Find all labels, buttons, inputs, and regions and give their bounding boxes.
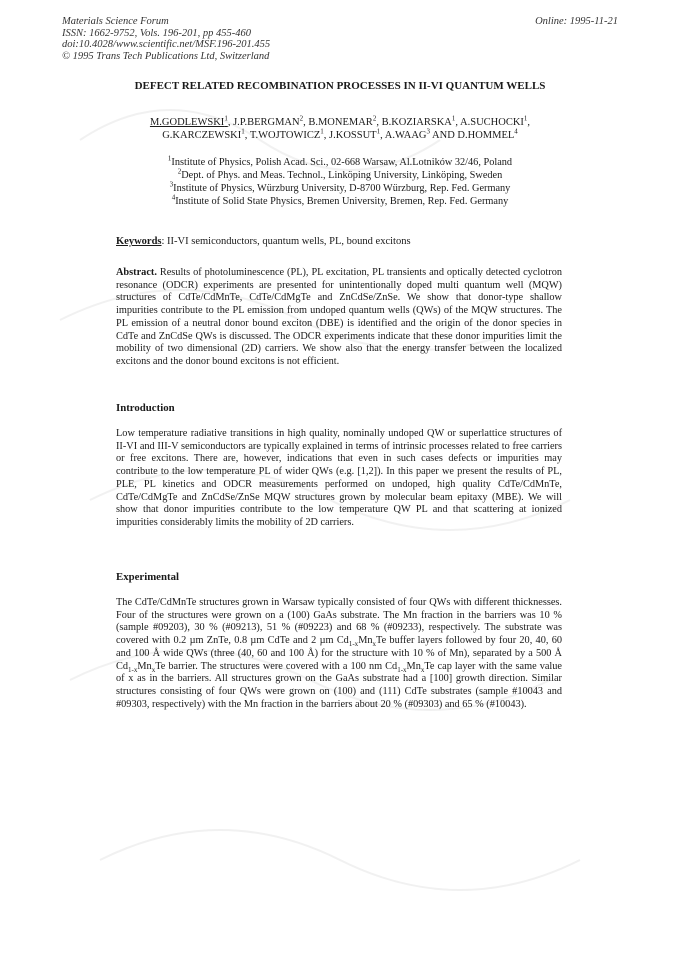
author: T.WOJTOWICZ$^1$	[249, 127, 324, 141]
keywords-text: : II-VI semiconductors, quantum wells, PL, bound excitons	[161, 236, 411, 247]
authors-and: AND	[432, 130, 455, 141]
author: G.KARCZEWSKI$^1$	[162, 127, 245, 141]
doi-line[interactable]: doi:10.4028/www.scientific.net/MSF.196-201.455	[62, 39, 271, 50]
keywords-label: Keywords	[116, 236, 162, 247]
experimental-paragraph: The CdTe/CdMnTe structures grown in Warsaw typically consisted of four QWs with different thicknesses. Four of the structures were grown on a (100) GaAs substrate. The Mn fraction in the barriers was 10 % (sample #09203), 30 % (#09213), 51 % (#09223) and 68 % (#09233), respectively. The substrate was covered with 0.2 µm ZnTe, 0.8 µm CdTe and 2 µm $Cd_{1-x}Mn_xTe$ buffer layers followed by four 20, 40, 60 and 100 Å wide QWs (three (40, 60 and 100 Å) for the structure with 10 % of Mn), separated by a 500 Å $Cd_{1-x}Mn_xTe$ barrier. The structures were covered with a 100 nm $Cd_{1-x}Mn_xTe$ cap layer with the same value of x as in the barriers. All structures grown on the GaAs substrate had a [100] growth direction. Similar structures consisting of four QWs were grown on (100) and (111) CdTe substrates (sample #10043 and #09303, respectively) with the Mn fraction in the barriers about 20 % (#09303) and 65 % (#10043).	[116, 597, 563, 710]
abstract	[116, 267, 562, 369]
journal-name: Materials Science Forum	[62, 16, 169, 27]
abstract-label: Abstract.	[116, 267, 157, 278]
experimental-heading: Experimental	[116, 571, 179, 583]
affiliation-list	[100, 156, 580, 208]
copyright-line: © 1995 Trans Tech Publications Ltd, Switzerland	[62, 50, 270, 62]
paper-title: DEFECT RELATED RECOMBINATION PROCESSES IN II-VI QUANTUM WELLS	[134, 80, 546, 92]
affiliation: $^3$Institute of Physics, Würzburg University, D-8700 Würzburg, Rep. Fed. Germany	[169, 180, 511, 194]
author: A.SUCHOCKI$^1$	[460, 114, 528, 128]
author: J.KOSSUT$^1$	[329, 127, 381, 141]
author-list: M.GODLEWSKI$^1$, J.P.BERGMAN$^2$, B.MONEMAR$^2$, B.KOZIARSKA$^1$, A.SUCHOCKI$^1$, G.KARCZEWSKI$^1$, T.WOJTOWICZ$^1$, J.KOSSUT$^1$, A.WAAG$^3$ AND D.HOMMEL$^4$	[149, 114, 531, 141]
affiliation: $^2$Dept. of Phys. and Meas. Technol., Linköping University, Linköping, Sweden	[177, 167, 503, 181]
affiliation: $^4$Institute of Solid State Physics, Bremen University, Bremen, Rep. Fed. Germany	[171, 193, 509, 207]
author: D.HOMMEL$^4$	[457, 127, 518, 141]
author: M.GODLEWSKI$^1$	[149, 114, 228, 128]
abstract-text: Results of photoluminescence (PL), PL excitation, PL transients and optically detected cyclotron resonance (ODCR) experiments are presented for unintentionally doped multi quantum well (MQW) structures of CdTe/CdMnTe, CdTe/CdMgTe and ZnCdSe/ZnSe. We show that donor-type shallow impurities contribute to the PL emission from undoped quantum wells (QWs) of the MQW structures. The PL emission of a neutral donor bound exciton (DBE) is identified and the origin of the donor species in CdTe and ZnCdSe QWs is discussed. The ODCR experiments indicate that these donor impurities limit the mobility of two dimensional (2D) carriers. We show also that the energy transfer between the localized excitons and the donor bound excitons is not efficient.	[116, 267, 562, 367]
journal-header	[62, 16, 618, 62]
author: B.KOZIARSKA$^1$	[381, 114, 456, 128]
introduction-heading: Introduction	[116, 402, 175, 414]
issn-line: ISSN: 1662-9752, Vols. 196-201, pp 455-460	[62, 27, 251, 39]
author: B.MONEMAR$^2$	[308, 114, 377, 128]
affiliation: $^1$Institute of Physics, Polish Acad. Sci., 02-668 Warsaw, Al.Lotników 32/46, Poland	[167, 154, 513, 168]
introduction-paragraph: Low temperature radiative transitions in high quality, nominally undoped QW or superlattice structures of II-VI and III-V semiconductors are typically explained in terms of intrinsic processes related to free carriers or free excitons. There are, however, indications that even in such cases defects or impurities may contribute to the low temperature PL of wider QWs (e.g. [1,2]). In this paper we present the results of PL, PLE, PL kinetics and ODCR measurements performed on undoped, high quality CdTe/CdMnTe, CdTe/CdMgTe and ZnCdSe/ZnSe MQW structures grown by molecular beam epitaxy (MBE). We will show that donor impurities contribute to the low temperature QW PL and that scattering at ionized impurities considerably limits the mobility of 2D carriers.	[116, 428, 562, 528]
online-date: Online: 1995-11-21	[535, 16, 618, 27]
author: J.P.BERGMAN$^2$	[233, 114, 304, 128]
author: A.WAAG$^3$	[384, 127, 430, 141]
keywords	[116, 235, 566, 248]
